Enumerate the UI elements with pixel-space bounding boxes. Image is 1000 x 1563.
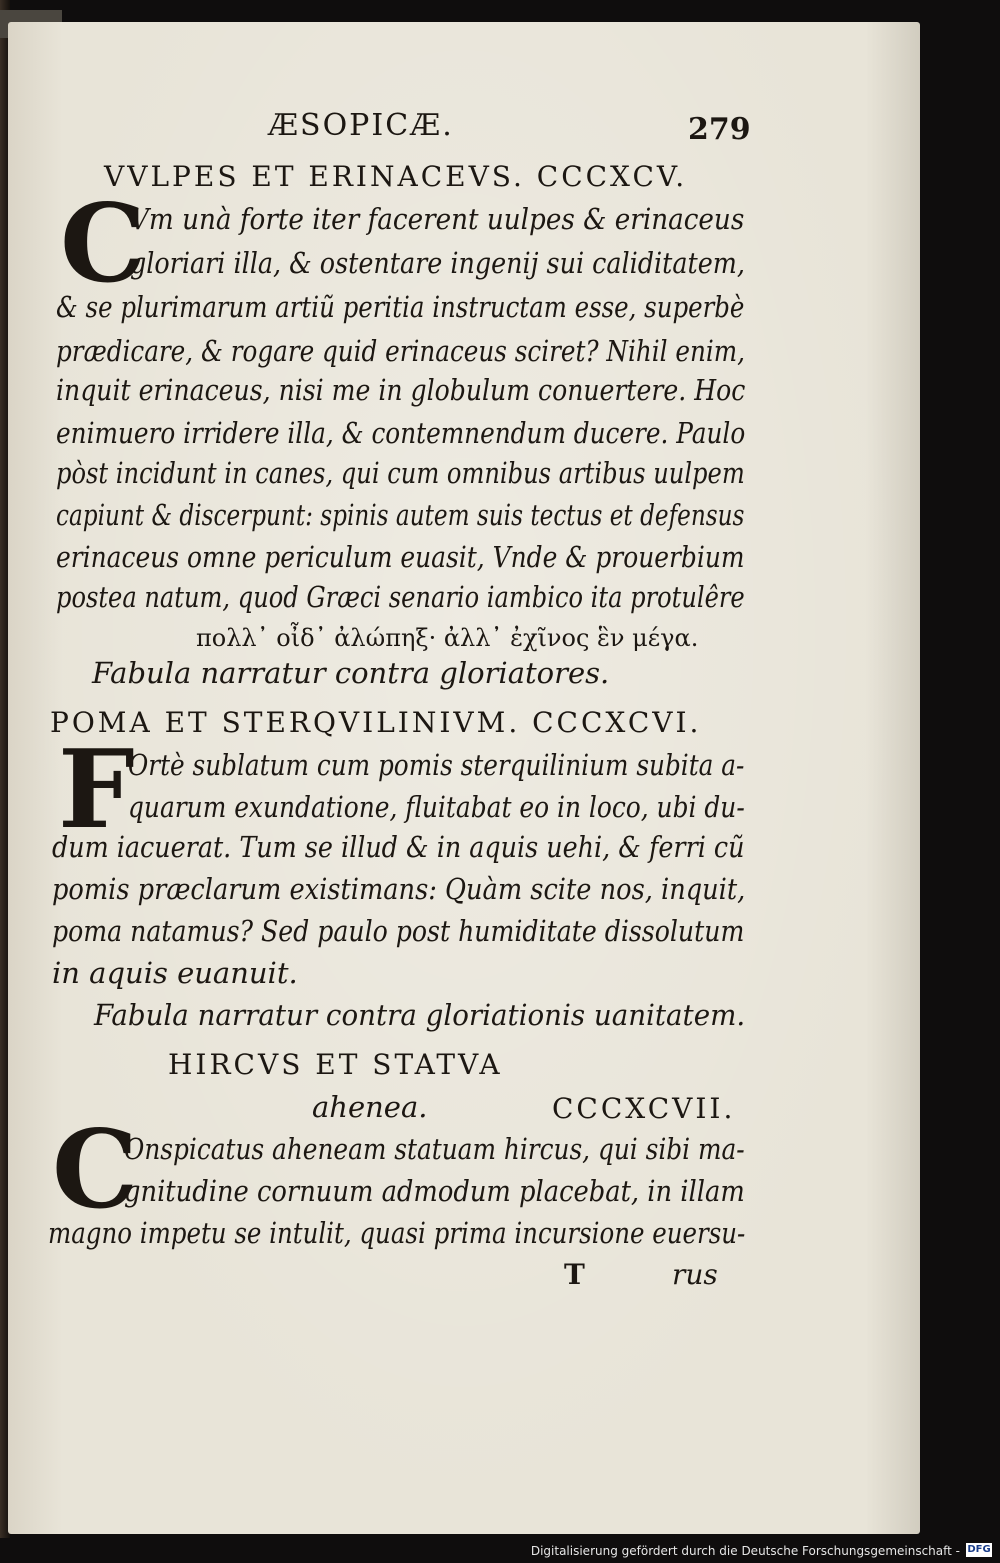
fable-1-line: pòst incidunt in canes, qui cum omnibus artibus uulpem <box>56 456 745 490</box>
fable-3-line: Onspicatus aheneam statuam hircus, qui sibi ma- <box>124 1132 745 1166</box>
fable-3-dropcap: C <box>52 1107 138 1233</box>
fable-1-dropcap: C <box>60 181 146 307</box>
fable-1-line: inquit erinaceus, nisi me in globulum conuertere. Hoc <box>56 373 746 407</box>
fable-1-moral: Fabula narratur contra gloriatores. <box>92 656 610 690</box>
dfg-logo: DFG <box>967 1544 991 1555</box>
fable-1-line: gloriari illa, & ostentare ingenij sui caliditatem, <box>130 246 745 280</box>
fable-3-title-word: ahenea. <box>312 1090 428 1124</box>
fable-2-line: poma natamus? Sed paulo post humiditate dissolutum <box>52 914 745 948</box>
fable-3-line: gnitudine cornuum admodum placebat, in illam <box>124 1174 745 1208</box>
fable-2-line: quarum exundatione, fluitabat eo in loco, ubi du- <box>128 790 745 824</box>
fable-1-line: capiunt & discerpunt: spinis autem suis tectus et defensus <box>56 498 745 532</box>
fable-1-line: enimuero irridere illa, & contemnendum ducere. Paulo <box>56 416 746 450</box>
fable-1-line: prædicare, & rogare quid erinaceus sciret? Nihil enim, <box>56 334 745 368</box>
fable-1-line: Vm unà forte iter facerent uulpes & erinaceus <box>130 202 745 236</box>
catchword: rus <box>672 1258 718 1291</box>
fable-2-line: dum iacuerat. Tum se illud & in aquis uehi, & ferri cũ <box>52 830 745 864</box>
greek-proverb: πολλ᾽ οἶδ᾽ ἀλώπηξ· ἀλλ᾽ ἐχῖνος ἓν μέγα. <box>196 624 699 652</box>
fable-2-dropcap: F <box>58 727 135 853</box>
signature-mark: T <box>564 1258 585 1291</box>
fable-3-number: CCCXCVII. <box>552 1092 736 1125</box>
fable-1-line: & se plurimarum artiũ peritia instructam esse, superbè <box>56 290 745 324</box>
running-head: ÆSOPICÆ. <box>268 108 454 143</box>
fable-2-moral: Fabula narratur contra gloriationis uanitatem. <box>94 998 746 1032</box>
fable-2-line: in aquis euanuit. <box>52 956 298 990</box>
fable-1-line: postea natum, quod Græci senario iambico ita protulêre <box>56 580 745 614</box>
page-number: 279 <box>688 112 751 147</box>
fable-1-title: VVLPES ET ERINACEVS. CCCXCV. <box>104 160 688 193</box>
fable-3-line: magno impetu se intulit, quasi prima incursione euersu- <box>48 1216 746 1250</box>
fable-2-line: pomis præclarum existimans: Quàm scite nos, inquit, <box>52 872 746 906</box>
footer-credit: Digitalisierung gefördert durch die Deutsche Forschungsgemeinschaft - <box>530 1544 960 1558</box>
fable-1-line: erinaceus omne periculum euasit, Vnde & prouerbium <box>56 540 745 574</box>
fable-2-line: Ortè sublatum cum pomis sterquilinium subita a- <box>128 748 745 782</box>
fable-2-title: POMA ET STERQVILINIVM. CCCXCVI. <box>50 706 702 739</box>
fable-3-title: HIRCVS ET STATVA <box>168 1048 503 1081</box>
